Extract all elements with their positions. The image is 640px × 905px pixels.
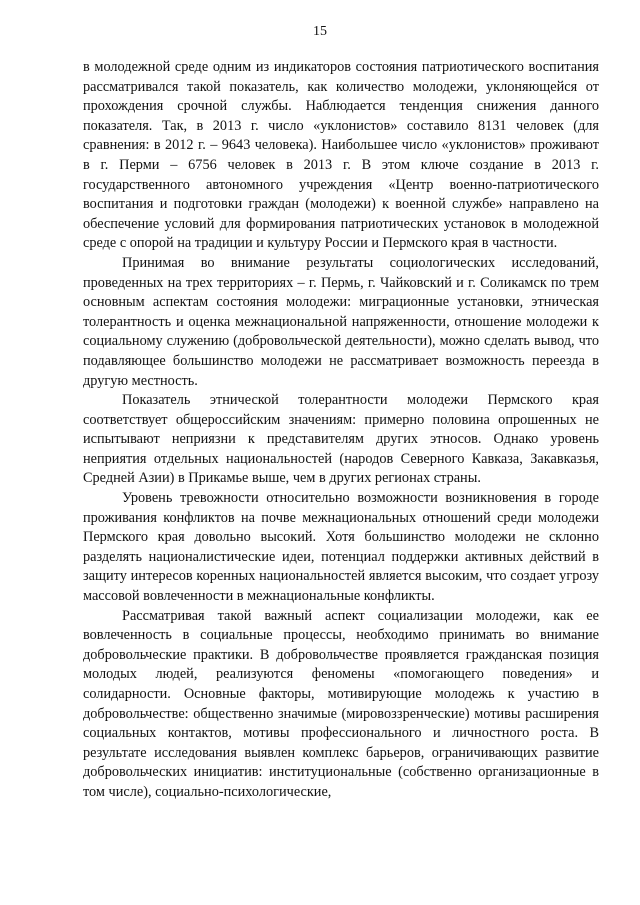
page-number: 15 [313, 24, 327, 39]
paragraph-conflict-anxiety: Уровень тревожности относительно возможности возникновения в городе проживания конфликтов на почве межнациональных отношений среди молодежи Пермского края довольно высокий. Хотя большинство молодежи не склонно разделять националистические идеи, потенциал поддержки активных действий в защиту интересов коренных национальностей является высоким, что создает угрозу массовой вовлеченности в межнациональные конфликты. [83, 490, 599, 605]
paragraph-conscription-evasion: в молодежной среде одним из индикаторов состояния патриотического воспитания рассматривался такой показатель, как количество молодежи, уклоняющейся от прохождения срочной службы. Наблюдается тенденция снижения данного показателя. Так, в 2013 г. число «уклонистов» составило 8131 человек (для сравнения: в 2012 г. – 9643 человека). Наибольшее число «уклонистов» проживают в г. Перми – 6756 человек в 2013 г. В этом ключе создание в 2013 г. государственного автономного учреждения «Центр военно-патриотического воспитания и подготовки граждан (молодежи) к военной службе» направлено на обеспечение условий для формирования патриотических установок в молодежной среде с опорой на традиции и культуру России и Пермского края в частности. [83, 59, 599, 252]
paragraph-sociological-research: Принимая во внимание результаты социологических исследований, проведенных на трех территориях – г. Пермь, г. Чайковский и г. Соликамск по трем основным аспектам состояния молодежи: миграционные установки, этническая толерантность и оценка межнациональной напряженности, отношение молодежи к социальному служению (добровольческой деятельности), можно сделать вывод, что подавляющее большинство молодежи не рассматривает возможность переезда в другую местность. [83, 254, 599, 389]
paragraph-ethnic-tolerance: Показатель этнической толерантности молодежи Пермского края соответствует общероссийским значениям: примерно половина опрошенных не испытывают неприязни к представителям других этносов. Однако уровень неприятия отдельных национальностей (народов Северного Кавказа, Закавказья, Средней Азии) в Прикамье выше, чем в других регионах страны. [83, 392, 599, 487]
paragraph-volunteering: Рассматривая такой важный аспект социализации молодежи, как ее вовлеченность в социальные процессы, необходимо принимать во внимание добровольческие практики. В добровольчестве проявляется гражданская позиция молодых людей, реализуются феномены «помогающего поведения» и солидарности. Основные факторы, мотивирующие молодежь к участию в добровольчестве: общественно значимые (мировоззренческие) мотивы расширения социальных контактов, мотивы профессионального и личностного роста. В результате исследования выявлен комплекс барьеров, ограничивающих развитие добровольческих инициатив: институциональные (собственно организационные в том числе), социально-психологические, [83, 607, 599, 800]
body-text [83, 58, 599, 803]
